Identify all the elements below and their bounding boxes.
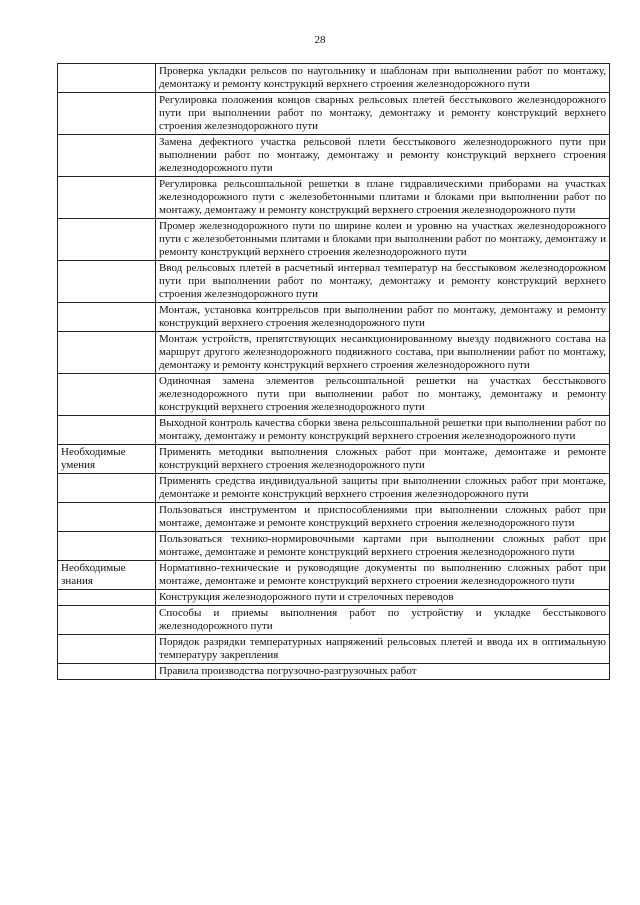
category-cell bbox=[58, 503, 156, 532]
category-cell bbox=[58, 374, 156, 416]
table-row bbox=[58, 606, 610, 635]
page-number: 28 bbox=[314, 34, 326, 46]
requirement-item: Одиночная замена элементов рельсошпальной решетки на участках бесстыкового железнодорожного пути при выполнении работ по монтажу, демонтажу и ремонту конструкций верхнего строения железнодорожного пути bbox=[156, 374, 610, 416]
category-cell bbox=[58, 177, 156, 219]
category-cell bbox=[58, 135, 156, 177]
category-cell bbox=[58, 416, 156, 445]
category-cell: Необходимые умения bbox=[58, 445, 156, 474]
requirement-item: Способы и приемы выполнения работ по устройству и укладке бесстыкового железнодорожного пути bbox=[156, 606, 610, 635]
requirement-item: Пользоваться инструментом и приспособлениями при выполнении сложных работ при монтаже, демонтаже и ремонте конструкций верхнего строения железнодорожного пути bbox=[156, 503, 610, 532]
requirement-item: Ввод рельсовых плетей в расчетный интервал температур на бесстыковом железнодорожном пути при выполнении работ по монтажу, демонтажу и ремонту конструкций верхнего строения железнодорожного пути bbox=[156, 261, 610, 303]
requirement-item: Монтаж, установка контррельсов при выполнении работ по монтажу, демонтажу и ремонту конструкций верхнего строения железнодорожного пути bbox=[156, 303, 610, 332]
requirement-item: Нормативно-технические и руководящие документы по выполнению сложных работ при монтаже, демонтаже и ремонте конструкций верхнего строения железнодорожного пути bbox=[156, 561, 610, 590]
category-cell bbox=[58, 664, 156, 680]
table-row bbox=[58, 93, 610, 135]
table-row bbox=[58, 664, 610, 680]
category-cell bbox=[58, 474, 156, 503]
table-row bbox=[58, 416, 610, 445]
table-row bbox=[58, 532, 610, 561]
table-row bbox=[58, 445, 610, 474]
category-cell bbox=[58, 93, 156, 135]
table-row bbox=[58, 474, 610, 503]
table-row bbox=[58, 303, 610, 332]
requirement-item: Применять методики выполнения сложных работ при монтаже, демонтаже и ремонте конструкций верхнего строения железнодорожного пути bbox=[156, 445, 610, 474]
table-row bbox=[58, 261, 610, 303]
category-cell bbox=[58, 635, 156, 664]
category-cell bbox=[58, 303, 156, 332]
table-row bbox=[58, 219, 610, 261]
table-row bbox=[58, 374, 610, 416]
category-cell bbox=[58, 532, 156, 561]
table-row bbox=[58, 177, 610, 219]
requirement-item: Конструкция железнодорожного пути и стрелочных переводов bbox=[156, 590, 610, 606]
requirement-item: Промер железнодорожного пути по ширине колеи и уровню на участках железнодорожного пути с железобетонными плитами и блоками при выполнении работ по монтажу, демонтажу и ремонту конструкций верхнего строения железнодорожного пути bbox=[156, 219, 610, 261]
requirement-item: Пользоваться технико-нормировочными картами при выполнении сложных работ при монтаже, демонтаже и ремонте конструкций верхнего строения железнодорожного пути bbox=[156, 532, 610, 561]
table-body bbox=[58, 64, 610, 680]
requirements-table bbox=[57, 63, 610, 680]
table-row bbox=[58, 64, 610, 93]
category-cell bbox=[58, 332, 156, 374]
category-cell bbox=[58, 219, 156, 261]
table-row bbox=[58, 503, 610, 532]
table-row bbox=[58, 332, 610, 374]
category-cell: Необходимые знания bbox=[58, 561, 156, 590]
category-cell bbox=[58, 606, 156, 635]
table-row bbox=[58, 561, 610, 590]
requirement-item: Порядок разрядки температурных напряжений рельсовых плетей и ввода их в оптимальную температуру закрепления bbox=[156, 635, 610, 664]
table-row bbox=[58, 635, 610, 664]
requirement-item: Монтаж устройств, препятствующих несанкционированному выезду подвижного состава на маршрут другого железнодорожного подвижного состава, при выполнении работ по монтажу, демонтажу и ремонту конструкций верхнего строения железнодорожного пути bbox=[156, 332, 610, 374]
category-cell bbox=[58, 261, 156, 303]
requirement-item: Правила производства погрузочно-разгрузочных работ bbox=[156, 664, 610, 680]
requirement-item: Выходной контроль качества сборки звена рельсошпальной решетки при выполнении работ по монтажу, демонтажу и ремонту конструкций верхнего строения железнодорожного пути bbox=[156, 416, 610, 445]
table-row bbox=[58, 590, 610, 606]
table-row bbox=[58, 135, 610, 177]
requirement-item: Регулировка положения концов сварных рельсовых плетей бесстыкового железнодорожного пути при выполнении работ по монтажу, демонтажу и ремонту конструкций верхнего строения железнодорожного пути bbox=[156, 93, 610, 135]
category-cell bbox=[58, 590, 156, 606]
requirement-item: Замена дефектного участка рельсовой плети бесстыкового железнодорожного пути при выполнении работ по монтажу, демонтажу и ремонту конструкций верхнего строения железнодорожного пути bbox=[156, 135, 610, 177]
requirement-item: Применять средства индивидуальной защиты при выполнении сложных работ при монтаже, демонтаже и ремонте конструкций верхнего строения железнодорожного пути bbox=[156, 474, 610, 503]
requirement-item: Проверка укладки рельсов по наугольнику и шаблонам при выполнении работ по монтажу, демонтажу и ремонту конструкций верхнего строения железнодорожного пути bbox=[156, 64, 610, 93]
requirement-item: Регулировка рельсошпальной решетки в плане гидравлическими приборами на участках железнодорожного пути с железобетонными плитами и блоками при выполнении работ по монтажу, демонтажу и ремонту конструкций верхнего строения железнодорожного пути bbox=[156, 177, 610, 219]
category-cell bbox=[58, 64, 156, 93]
